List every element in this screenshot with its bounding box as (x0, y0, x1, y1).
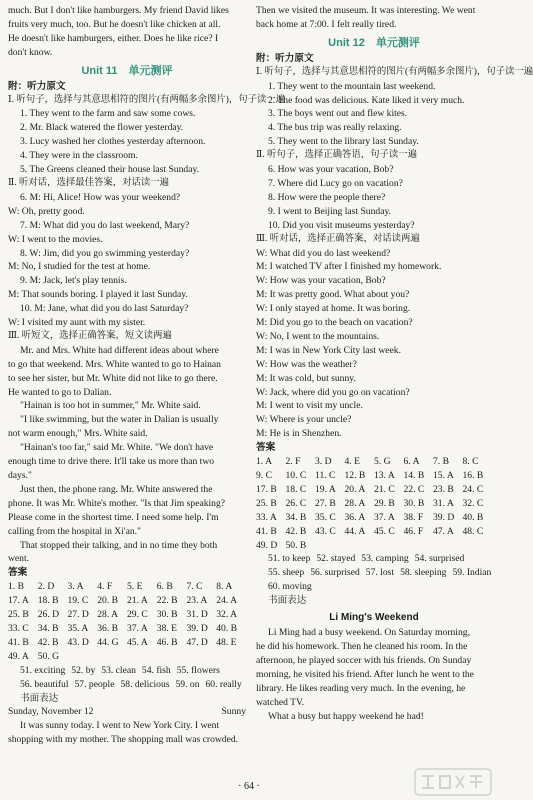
fill-in-answers (8, 664, 246, 692)
passage-line: went. (8, 553, 30, 565)
passage-line: phone. It was Mr. White's mother. "Is that Jim speaking? (8, 497, 226, 509)
answer-grid (256, 455, 492, 552)
listening-item: 6. How was your vacation, Bob? (268, 164, 394, 176)
diary-header (8, 705, 246, 719)
answer-cell: 19. A (315, 483, 336, 495)
answer-cell: 36. B (97, 622, 119, 634)
answer-cell (374, 539, 404, 553)
listening-item: M: No, I studied for the test at home. (8, 261, 151, 273)
fill-answer: 59. on (175, 678, 200, 690)
intro-line: Then we visited the museum. It was interesting. We went (256, 5, 476, 16)
answer-row (256, 455, 492, 469)
section-1-instruction: Ⅰ. 听句子，选择与其意思相符的图片(有两幅多余图片)，句子读一遍 (8, 94, 286, 105)
fill-answer: 54. surprised (414, 553, 465, 565)
fill-answer: 57. lost (365, 567, 395, 579)
answer-row (256, 539, 492, 553)
listening-script-heading: 附：听力原文 (256, 52, 314, 64)
answer-cell: 37. A (374, 511, 395, 523)
dialogue-line: M: Did you go to the beach on vacation? (256, 317, 413, 329)
answer-grid (8, 580, 246, 663)
answer-cell: 8. A (216, 581, 233, 593)
fill-answer: 52. by (71, 664, 96, 676)
passage-line: days." (8, 470, 32, 481)
writing-heading: 书面表达 (20, 692, 59, 704)
answer-cell (315, 539, 345, 553)
dialogue-line: W: No, I went to the mountains. (256, 330, 380, 342)
answer-row (8, 622, 246, 636)
listening-item: 4. The bus trip was really relaxing. (268, 122, 402, 134)
passage-line: to see her sister, but Mr. White did not like to go there. (8, 372, 218, 384)
intro-line: fruits very much, too. But he doesn't like chicken at all. (8, 18, 221, 30)
answer-cell: 44. A (344, 525, 366, 537)
intro-paragraph (8, 4, 246, 60)
listening-item: 6. M: Hi, Alice! How was your weekend? (20, 191, 181, 203)
listening-item: 1. They went to the farm and saw some cows. (20, 108, 196, 120)
answer-cell: 27. B (315, 497, 336, 509)
fill-in-answers (256, 552, 492, 594)
fill-answer: 55. flowers (176, 664, 220, 676)
fill-answer: 58. delicious (120, 678, 170, 690)
intro-line: He doesn't like hamburgers, either. Does he like rice? I (8, 32, 219, 44)
answer-row (256, 483, 492, 497)
answer-row (256, 469, 492, 483)
listening-dialogue (256, 247, 492, 442)
answer-cell: 45. C (374, 525, 395, 537)
diary-line: shopping with my mother. The shopping mall was crowded. (8, 734, 239, 746)
answer-cell (157, 650, 187, 664)
answer-cell: 4. E (344, 456, 360, 468)
answer-cell: 20. A (344, 483, 366, 495)
answer-cell: 41. B (256, 525, 277, 537)
listening-item: 7. Where did Lucy go on vacation? (268, 177, 403, 189)
essay-line: library. He likes reading very much. In the evening, he (256, 682, 466, 694)
fill-answer: 57. people (74, 678, 115, 690)
fill-answer: 55. sheep (268, 567, 305, 579)
essay-line: afternoon, he played soccer with his friends. On Sunday (256, 654, 472, 666)
essay-text (256, 626, 492, 723)
passage-line: He wanted to go to Dalian. (8, 386, 112, 398)
dialogue-line: M: I watched TV after I finished my homework. (256, 261, 442, 273)
answer-cell (463, 539, 493, 553)
answer-cell (127, 650, 157, 664)
answer-cell: 22. C (403, 483, 425, 495)
answer-cell: 31. A (433, 497, 454, 509)
section-1-items (8, 107, 246, 177)
page-number: · 64 · (238, 781, 260, 792)
answer-cell: 44. G (97, 636, 119, 648)
answer-cell: 21. A (127, 595, 148, 607)
essay-line: Li Ming had a busy weekend. On Saturday morning, (268, 627, 470, 639)
essay-title: Li Ming's Weekend (329, 612, 419, 624)
dialogue-line: M: It was cold, but sunny. (256, 372, 356, 384)
answer-cell: 21. C (374, 483, 395, 495)
answer-cell: 8. C (462, 456, 479, 468)
answer-cell: 25. B (256, 497, 277, 509)
answer-cell: 10. C (285, 470, 307, 481)
answer-cell: 38. E (156, 622, 178, 634)
answer-cell: 22. B (156, 595, 178, 607)
section-2-items (8, 191, 246, 330)
answer-cell: 27. D (67, 609, 89, 621)
answer-cell: 17. B (256, 483, 277, 495)
fill-row (8, 664, 246, 678)
answer-cell: 23. A (186, 595, 208, 607)
fill-answer: 51. to keep (268, 553, 311, 565)
section-2-instruction: Ⅱ. 听对话，选择最佳答案，对话读一遍 (8, 177, 170, 188)
answer-cell: 24. C (462, 483, 484, 495)
answers-heading: 答案 (256, 442, 276, 454)
dialogue-line: M: He is in Shenzhen. (256, 428, 342, 440)
listening-item: 9. M: Jack, let's play tennis. (20, 275, 127, 287)
answer-cell: 33. A (256, 511, 277, 523)
answer-cell: 35. C (315, 511, 336, 523)
listening-item: 8. W: Jim, did you go swimming yesterday? (20, 247, 190, 259)
answer-row (256, 525, 492, 539)
answer-cell: 2. F (285, 456, 301, 468)
listening-item: W: I went to the movies. (8, 233, 103, 245)
answer-cell: 48. C (462, 525, 484, 537)
answer-cell: 4. F (97, 581, 113, 593)
diary-text (8, 719, 246, 747)
answer-cell (97, 650, 127, 664)
fill-answer: 56. beautiful (20, 678, 69, 690)
fill-answer: 59. Indian (452, 567, 492, 579)
dialogue-line: W: How was your vacation, Bob? (256, 275, 386, 287)
listening-item: W: I visited my aunt with my sister. (8, 317, 146, 329)
writing-heading: 书面表达 (268, 595, 307, 607)
fill-answer: 51. exciting (20, 664, 66, 676)
fill-answer: 52. stayed (316, 553, 356, 565)
unit-11-title: Unit 11 单元测评 (81, 64, 173, 77)
answer-cell: 11. C (315, 470, 336, 481)
answer-cell: 31. D (186, 609, 208, 621)
answer-cell: 30. B (156, 609, 178, 621)
essay-line: morning, he visited his friend. After lunch he went to the (256, 668, 474, 680)
answer-row (256, 511, 492, 525)
answer-cell: 34. B (285, 511, 307, 523)
answer-cell: 49. A (8, 650, 29, 662)
answer-cell: 39. D (186, 622, 208, 634)
listening-item: 9. I went to Beijing last Sunday. (268, 205, 392, 217)
essay-line: he did his homework. Then he cleaned his room. In the (256, 640, 468, 652)
answer-cell: 23. B (433, 483, 454, 495)
fill-row (256, 552, 492, 566)
listening-item: W: Oh, pretty good. (8, 205, 85, 217)
answer-cell: 24. A (216, 595, 238, 607)
passage-line: enough time to drive there. It'll take us more than two (8, 456, 215, 468)
answer-cell: 1. A (256, 456, 272, 468)
answer-cell: 47. A (433, 525, 454, 537)
answer-row (8, 580, 246, 594)
passage-line: "Hainan is too hot in summer," Mr. White said. (20, 400, 201, 412)
answer-cell: 50. G (37, 650, 60, 662)
answer-cell: 26. C (285, 497, 307, 509)
answer-cell: 43. C (315, 525, 336, 537)
fill-answer: 53. clean (101, 664, 136, 676)
answer-cell: 41. B (8, 636, 29, 648)
listening-passage (8, 344, 246, 567)
answer-cell: 6. A (403, 456, 420, 468)
intro-line: back home at 7:00. I felt really tired. (256, 18, 397, 30)
dialogue-line: M: It was pretty good. What about you? (256, 289, 410, 301)
answer-cell: 19. C (67, 595, 89, 607)
answer-cell: 40. B (462, 511, 484, 523)
fill-answer: 56. surprised (310, 567, 360, 579)
answer-row (8, 636, 246, 650)
answer-cell: 7. C (186, 581, 203, 593)
right-column (256, 4, 533, 723)
fill-answer: 60. really (205, 678, 242, 690)
unit-12-title: Unit 12 单元测评 (328, 36, 420, 49)
answer-cell: 34. B (37, 622, 59, 634)
listening-item: 2. Mr. Black watered the flower yesterday. (20, 122, 184, 134)
answer-cell: 6. B (156, 581, 173, 593)
dialogue-line: W: Where is your uncle? (256, 414, 352, 426)
answer-cell: 42. B (37, 636, 59, 648)
answer-cell: 30. B (403, 497, 425, 509)
answer-cell (216, 650, 246, 664)
answer-row (8, 594, 246, 608)
answer-cell: 29. B (374, 497, 395, 509)
answer-cell: 29. C (127, 609, 148, 621)
dialogue-line: W: What did you do last weekend? (256, 247, 391, 259)
answer-cell: 18. B (37, 595, 59, 607)
answer-cell: 49. D (256, 539, 278, 551)
listening-item: 4. They were in the classroom. (20, 150, 138, 162)
diary-date: Sunday, November 12 (8, 706, 94, 718)
listening-item: 10. Did you visit museums yesterday? (268, 219, 415, 231)
answer-cell: 7. B (433, 456, 449, 468)
listening-item: 1. They went to the mountain last weekend. (268, 80, 436, 92)
section-3-instruction: Ⅲ. 听对话，选择正确答案，对话读两遍 (256, 233, 420, 244)
answer-cell: 15. A (433, 470, 454, 481)
fill-row (8, 678, 246, 692)
answer-row (8, 608, 246, 622)
answer-cell: 2. D (37, 581, 55, 593)
watermark-logo-icon (414, 768, 492, 796)
answer-cell: 25. B (8, 609, 29, 621)
passage-line: Just then, the phone rang. Mr. White answered the (20, 483, 213, 495)
answer-cell: 38. F (403, 511, 424, 523)
answer-cell: 13. A (374, 470, 395, 481)
listening-item: 2. The food was delicious. Kate liked it very much. (268, 94, 465, 106)
fill-row (256, 566, 492, 580)
section-1-items (256, 80, 492, 150)
passage-line: "Hainan's too far," said Mr. White. "We don't have (20, 442, 214, 454)
answer-cell: 46. F (403, 525, 424, 537)
answer-row (8, 650, 246, 664)
answer-cell: 3. A (67, 581, 84, 593)
answers-heading: 答案 (8, 567, 28, 579)
listening-item: 5. They went to the library last Sunday. (268, 136, 419, 148)
answer-cell: 33. C (8, 622, 29, 634)
dialogue-line: M: I was in New York City last week. (256, 344, 401, 356)
answer-cell: 37. A (127, 622, 148, 634)
answer-cell: 14. B (403, 470, 425, 481)
answer-cell: 12. B (344, 470, 366, 481)
answer-cell: 16. B (462, 470, 484, 481)
essay-line: What a busy but happy weekend he had! (268, 710, 424, 722)
answer-cell: 3. D (315, 456, 332, 468)
diary-line: It was sunny today. I went to New York City. I went (20, 720, 220, 732)
section-2-instruction: Ⅱ. 听句子，选择正确答语，句子读一遍 (256, 150, 418, 161)
essay-line: watched TV. (256, 696, 305, 708)
answer-cell: 46. B (156, 636, 178, 648)
answer-cell: 42. B (285, 525, 307, 537)
answer-cell: 5. E (127, 581, 143, 593)
listening-item: 8. How were the people there? (268, 191, 386, 203)
listening-item: 3. The boys went out and flew kites. (268, 108, 408, 120)
answer-cell (404, 539, 434, 553)
fill-answer: 58. sleeping (400, 567, 447, 579)
dialogue-line: W: I only stayed at home. It was boring. (256, 303, 411, 315)
answer-cell (68, 650, 98, 664)
answer-cell: 43. D (67, 636, 89, 648)
answer-cell: 26. D (37, 609, 60, 621)
answer-cell: 36. A (344, 511, 366, 523)
answer-cell: 35. A (67, 622, 89, 634)
answer-cell: 28. A (344, 497, 366, 509)
intro-paragraph (256, 4, 492, 32)
answer-cell: 40. B (216, 622, 238, 634)
section-1-instruction: Ⅰ. 听句子，选择与其意思相符的图片(有两幅多余图片)，句子读一遍 (256, 66, 533, 77)
answer-cell: 1. B (8, 581, 24, 593)
section-3-instruction: Ⅲ. 听短文，选择正确答案，短文读两遍 (8, 330, 172, 341)
answer-cell: 32. C (462, 497, 484, 509)
passage-line: Mr. and Mrs. White had different ideas about where (20, 344, 219, 356)
answer-cell: 32. A (216, 609, 238, 621)
listening-script-heading: 附：听力原文 (8, 80, 66, 92)
passage-line: to go that weekend. Mrs. White wanted to go to Hainan (8, 358, 221, 370)
answer-cell: 9. C (256, 470, 272, 481)
dialogue-line: W: Jack, where did you go on vacation? (256, 386, 410, 398)
answer-cell: 18. C (285, 483, 307, 495)
passage-line: not warm enough," Mrs. White said. (8, 428, 148, 440)
answer-cell (187, 650, 217, 664)
listening-item: 3. Lucy washed her clothes yesterday afternoon. (20, 136, 206, 148)
answer-cell: 47. D (186, 636, 208, 648)
dialogue-line: W: How was the weather? (256, 358, 357, 370)
listening-item: M: That sounds boring. I played it last Sunday. (8, 289, 188, 301)
passage-line: "I like swimming, but the water in Dalian is usually (20, 414, 219, 426)
passage-line: calling from the hospital in Xi'an." (8, 525, 142, 537)
answer-cell (345, 539, 375, 553)
answer-row (256, 497, 492, 511)
answer-cell: 48. E (216, 636, 237, 648)
answer-cell: 28. A (97, 609, 119, 621)
listening-item: 5. The Greens cleaned their house last Sunday. (20, 164, 200, 176)
answer-cell: 50. B (285, 539, 307, 551)
answer-cell (433, 539, 463, 553)
listening-item: 7. M: What did you do last weekend, Mary? (20, 219, 190, 231)
answer-cell: 45. A (127, 636, 148, 648)
answer-cell: 5. G (374, 456, 391, 468)
fill-row (256, 580, 492, 594)
answer-cell: 39. D (433, 511, 455, 523)
answer-cell: 20. B (97, 595, 119, 607)
listening-item: 10. M: Jane, what did you do last Saturday? (20, 303, 189, 315)
passage-line: Please come in the shortest time. I need some help. I'm (8, 511, 219, 523)
answer-cell: 17. A (8, 595, 29, 607)
intro-line: don't know. (8, 46, 53, 58)
intro-line: much. But I don't like hamburgers. My friend David likes (8, 5, 229, 16)
fill-answer: 53. camping (361, 553, 409, 565)
passage-line: That stopped their talking, and in no time they both (20, 539, 218, 551)
fill-answer: 60. moving (268, 581, 312, 593)
dialogue-line: M: I went to visit my uncle. (256, 400, 363, 412)
diary-weather: Sunny (221, 706, 246, 718)
fill-answer: 54. fish (141, 664, 171, 676)
section-2-items (256, 163, 492, 233)
